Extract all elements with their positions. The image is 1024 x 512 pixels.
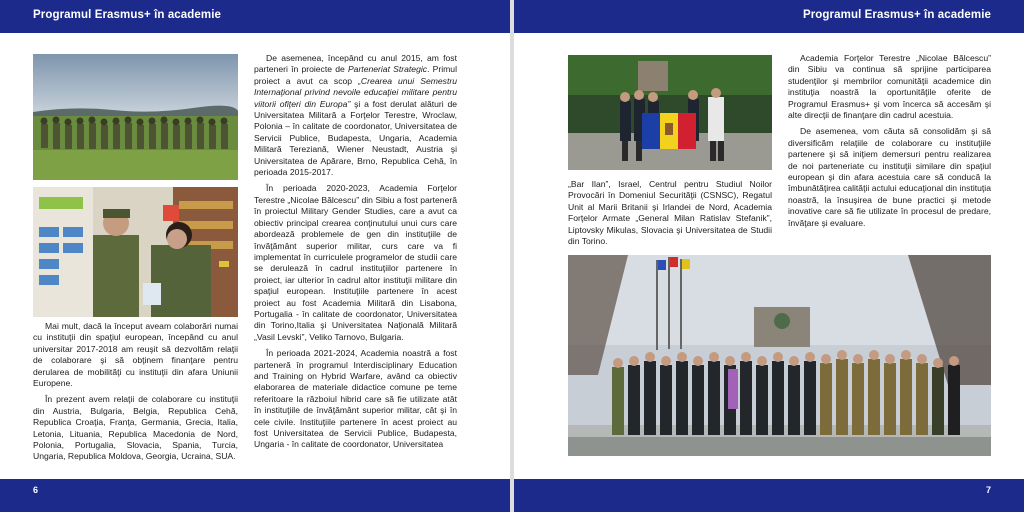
strategic-partnership-paragraph <box>254 53 457 178</box>
left-col-paragraph-2: În prezent avem relaţii de colaborare cu instituţii din Austria, Bulgaria, Belgia, Republica Cehă, Republica Croaţia, Franţa, Germania, Grecia, Italia, Letonia, Lituania, Republica Macedonia de Nord, Polonia, Portugalia, Slovacia, Spania, Turcia, Ungaria, Republica Moldova, Georgia, Ucraina, SUA. <box>33 394 238 462</box>
photo-large-group <box>568 255 991 456</box>
right-column-text-left-page <box>254 53 457 456</box>
text-run: De asemenea, începând cu anul 2015, am fost parteneri în proiecte de <box>254 53 457 75</box>
photo-troops-field <box>33 54 238 180</box>
footer-band-left <box>0 479 510 512</box>
mid-column-text <box>568 179 772 252</box>
right-page <box>514 0 1024 512</box>
italic-run: „Crearea unui Semestru Internaţional privind nevoile educaţiei militare pentru viitorii ofiţeri din Europa” <box>254 75 457 109</box>
page-number-left: 6 <box>33 485 39 495</box>
future-partnerships-paragraph: De asemenea, vom căuta să consolidăm şi să diversificăm relaţiile de colaborare cu instituţiile partenere şi să iniţiem demersuri pentru realizarea de noi parteneriate cu instituţii similare din spaţiul european şi din afara acestuia care să conducă la îmbunătăţirea calităţii actului educaţional din instituţia noastră, la însuşirea de bune practici şi metode inovative care să fie utilizate în procesul de predare, învăţare şi evaluare. <box>788 126 991 228</box>
page-number-right: 7 <box>985 485 991 495</box>
right-column-text-right-page <box>788 53 991 234</box>
future-support-paragraph: Academia Forţelor Terestre „Nicolae Bălcescu” din Sibiu va continua să sprijine participarea studenţilor şi membrilor comunităţii academice din instituţia noastră la oportunităţile oferite de Programul Erasmus+ şi vom încerca să accesăm şi alte direcţii de finanţare din cadrul acestuia. <box>788 53 991 121</box>
header-title-right: Programul Erasmus+ în academie <box>802 9 991 21</box>
footer-band-right <box>514 479 1024 512</box>
partners-continuation-paragraph: „Bar Ilan”, Israel, Centrul pentru Studiul Noilor Provocări în Domeniul Securităţii (CSNSC), Regatul Unit al Marii Britanii şi Irlandei de Nord, Academia Forţelor Armate „General Milan Ratislav Stefanik”, Liptovsky Mikulas, Slovacia şi Universitatea de Studii din Torino. <box>568 179 772 247</box>
header-band-left <box>0 0 510 33</box>
left-col-paragraph-1: Mai mult, dacă la început aveam colaborări numai cu instituţii din spaţiul european, începând cu anul universitar 2017-2018 am reuşit să dezvoltăm relaţii de colaborare şi să obţinem finanţare pentru derularea de mobilităţi cu instituţii din afara Uniunii Europene. <box>33 321 238 389</box>
photo-group-flag <box>568 55 772 170</box>
text-run: şi a fost derulat alături de Universitatea Militară a Forţelor Terestre, Wroclaw, Polonia – în calitate de coordonator, Universitatea de Servicii Publice, Budapesta, Ungaria, Academia Militară Tereziană, Wiener Neustadt, Austria şi Universitatea de Apărare, Brno, Republica Cehă, în perioada 2015-2017. <box>254 98 458 178</box>
left-column-text <box>33 321 238 468</box>
text-run: . Primul proiect a avut ca scop <box>254 64 457 86</box>
photo-soldiers-library <box>33 187 238 317</box>
hybrid-warfare-paragraph: În perioada 2021-2024, Academia noastră a fost parteneră în programul Interdisciplinary Education and Training on Hybrid Warfare, având ca obiectiv elaborarea de materiale didactice comune pe teme referitoare la războiul hibrid care să fie utilizate atât în instituţiile de învăţământ superior militar, cât şi în cele civile. Instituţiile partenere în acest proiect au fost Universitatea de Servicii Publice, Budapesta, Ungaria - în calitate de coordonator, Universitatea <box>254 348 457 450</box>
header-title-left: Programul Erasmus+ în academie <box>33 9 222 21</box>
gender-studies-paragraph: În perioada 2020-2023, Academia Forţelor Terestre „Nicolae Bălcescu” din Sibiu a fost parteneră în proiectul Military Gender Studies, care a avut ca obiectiv principal crearea conţinutului unui curs care abordează problemele de gen din instituţiile de învăţământ superior militar, curs care va fi implementat în curriculele programelor de studii care se derulează în cadrul instituţiilor partenere în proiect, iar ulterior în cadrul altor instituţii militare din spaţiul european. Instituţiile partenere în acest proiect au fost Academia Militară din Lisabona, Portugalia - în calitate de coordonator, Universitatea din Torino,Italia şi Universitatea Naţională Militară „Vasil Levski”, Veliko Tarnovo, Bulgaria. <box>254 183 458 342</box>
italic-run: Parteneriat Strategic <box>347 64 428 75</box>
header-band-right <box>514 0 1024 33</box>
left-page <box>0 0 510 512</box>
